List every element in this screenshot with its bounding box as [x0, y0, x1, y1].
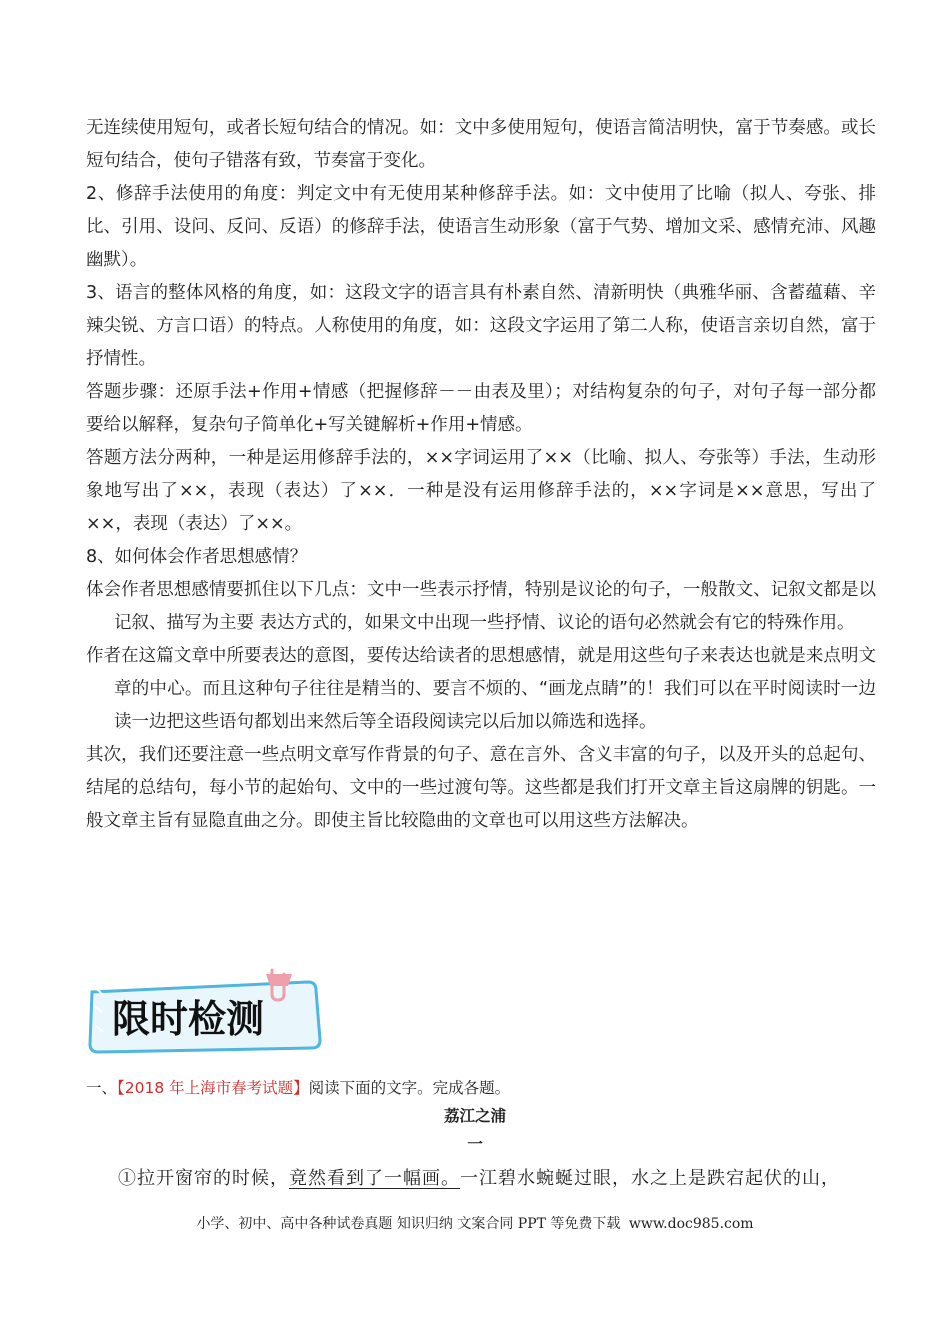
first-line-prefix: ①拉开窗帘的时候，	[118, 1168, 289, 1189]
question-intro	[86, 1077, 510, 1099]
section-header-title: 限时检测	[112, 997, 265, 1041]
page-footer	[0, 1213, 950, 1233]
article-title: 荔江之浦	[443, 1107, 506, 1125]
footer-site[interactable]: www.doc985.com	[628, 1216, 754, 1232]
paragraph: 作者在这篇文章中所要表达的意图，要传达给读者的思想感情，就是用这些句子来表达也就是来点明文章的中心。而且这种句子往往是精当的、要言不烦的、“画龙点睛”的！我们可以在平时阅读时一边读一边把这些语句都划出来然后等全语段阅读完以后加以筛选和选择。	[86, 646, 876, 732]
paragraph: 3、语言的整体风格的角度，如：这段文字的语言具有朴素自然、清新明快（典雅华丽、含蓄蕴藉、辛辣尖锐、方言口语）的特点。人称使用的角度，如：这段文字运用了第二人称，使语言亲切自然，富于抒情性。	[86, 283, 876, 369]
section-header-frame	[84, 966, 324, 1056]
first-line-suffix: 一江碧水蜿蜒过眼，水之上是跌宕起伏的山，	[460, 1168, 840, 1189]
question-number: 一、	[86, 1079, 118, 1097]
body-text	[86, 112, 876, 838]
section-header	[84, 966, 324, 1056]
paragraph: 2、修辞手法使用的角度：判定文中有无使用某种修辞手法。如：文中使用了比喻（拟人、夸张、排比、引用、设问、反问、反语）的修辞手法，使语言生动形象（富于气势、增加文采、感情充沛、风趣幽默）。	[86, 184, 876, 270]
question-instruction: 阅读下面的文字。完成各题。	[308, 1079, 511, 1097]
article-part-number: 一	[467, 1135, 483, 1153]
paragraph: 答题步骤：还原手法+作用+情感（把握修辞－－由表及里）；对结构复杂的句子，对句子每一部分都要给以解释，复杂句子简单化+写关键解析+作用+情感。	[86, 382, 876, 435]
footer-text: 小学、初中、高中各种试卷真题 知识归纳 文案合同 PPT 等免费下载	[196, 1216, 621, 1232]
first-line-underlined: 竟然看到了一幅画。	[289, 1168, 460, 1189]
paragraph: 其次，我们还要注意一些点明文章写作背景的句子、意在言外、含义丰富的句子，以及开头的总起句、结尾的总结句，每小节的起始句、文中的一些过渡句等。这些都是我们打开文章主旨这扇牌的钥匙。一般文章主旨有显隐直曲之分。即使主旨比较隐曲的文章也可以用这些方法解决。	[86, 745, 876, 831]
article-first-line	[118, 1164, 840, 1194]
question-source-tag: 【2018 年上海市春考试题】	[117, 1079, 309, 1097]
paragraph: 无连续使用短句，或者长短句结合的情况。如：文中多使用短句，使语言简洁明快，富于节奏感。或长短句结合，使句子错落有致，节奏富于变化。	[86, 118, 876, 171]
paragraph: 8、如何体会作者思想感情？	[86, 547, 308, 567]
paragraph: 答题方法分两种，一种是运用修辞手法的，××字词运用了××（比喻、拟人、夸张等）手法，生动形象地写出了××，表现（表达）了××．一种是没有运用修辞手法的，××字词是××意思，写出了××，表现（表达）了××。	[86, 448, 876, 534]
paragraph: 体会作者思想感情要抓住以下几点：文中一些表示抒情，特别是议论的句子，一般散文、记叙文都是以记叙、描写为主要 表达方式的，如果文中出现一些抒情、议论的语句必然就会有它的特殊作用。	[86, 580, 876, 633]
